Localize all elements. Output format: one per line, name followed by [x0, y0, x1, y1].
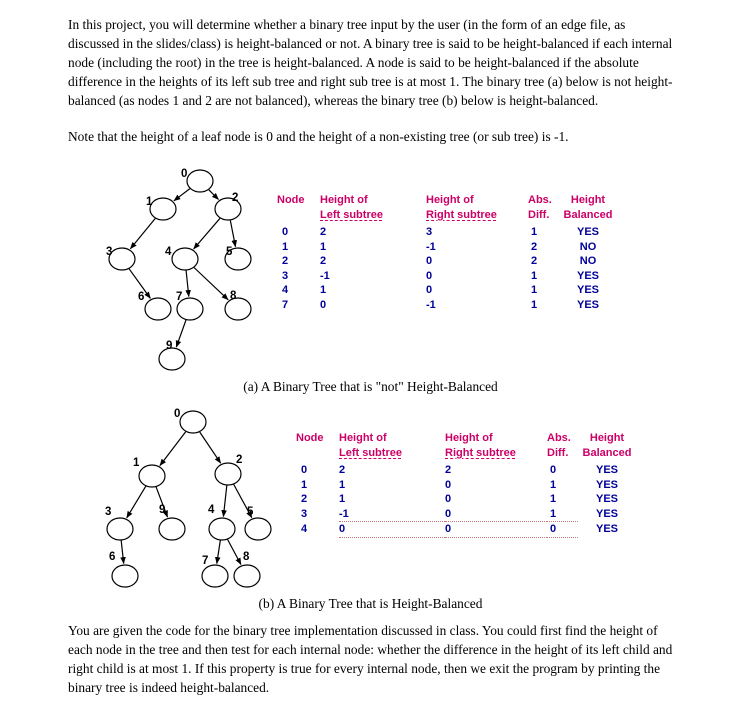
tree-node-3 — [109, 248, 135, 270]
table-cell: 1 — [320, 284, 327, 297]
table-cell: 3 — [282, 269, 289, 282]
tree-node-label-0: 0 — [174, 408, 181, 421]
tree-node-3 — [107, 518, 133, 540]
table-cell: -1 — [426, 298, 436, 311]
table-cell: 0 — [426, 255, 433, 268]
table-cell: YES — [576, 298, 599, 311]
table-cell: 1 — [550, 493, 557, 506]
column-header: Node — [296, 432, 324, 445]
table-cell: 1 — [339, 478, 346, 491]
table-cell: 2 — [531, 240, 538, 253]
table-cell: 1 — [550, 478, 557, 491]
tree-edge-0-2 — [200, 432, 221, 463]
table-cell: 0 — [445, 507, 547, 523]
tree-node-label-8: 8 — [230, 290, 237, 303]
table-cell: 2 — [282, 255, 289, 268]
table-cell: -1 — [339, 507, 445, 523]
table-cell: 0 — [445, 493, 452, 506]
tree-node-4 — [209, 518, 235, 540]
table-cell: YES — [595, 523, 618, 536]
figure-a — [68, 163, 673, 395]
column-header: Node — [277, 194, 305, 207]
table-cell: 0 — [445, 478, 452, 491]
table-cell: 1 — [531, 284, 538, 297]
table-cell: 1 — [339, 493, 346, 506]
tree-edge-1-3 — [130, 219, 155, 249]
tree-node-label-4: 4 — [208, 504, 215, 517]
column-header: Abs. Diff. — [547, 432, 571, 459]
table-cell: 3 — [426, 226, 433, 239]
intro-paragraph: In this project, you will determine whether a binary tree input by the user (in the form of an edge file, as discussed in the slides/class) is height-balanced or not. A binary tree is said to be height-balanced if each internal node (including the root) in the tree is height-balanced. A node is said to be height-balanced if the absolute difference in the heights of its left sub tree and right sub tree is at most 1. The binary tree (a) below is not height-balanced (as nodes 1 and 2 are not balanced), whereas the binary tree (b) below is height-balanced. — [68, 17, 673, 109]
note-paragraph: Note that the height of a leaf node is 0 and the height of a non-existing tree (or sub tree) is -1. — [68, 129, 569, 145]
tree-edge-4-8 — [194, 268, 228, 300]
column-header: Abs. Diff. — [528, 194, 552, 221]
tree-node-label-7: 7 — [176, 291, 183, 304]
tree-edge-1-3 — [127, 486, 146, 518]
table-cell: 0 — [426, 269, 433, 282]
table-cell: 2 — [301, 493, 308, 506]
table-cell: -1 — [426, 240, 436, 253]
tree-node-0 — [180, 411, 206, 433]
tree-node-label-6: 6 — [138, 291, 145, 304]
tree-edge-2-4 — [194, 218, 220, 249]
tree-node-label-8: 8 — [243, 551, 250, 564]
tree-node-1 — [139, 465, 165, 487]
tree-edge-4-7 — [186, 271, 189, 297]
table-cell: 0 — [301, 464, 308, 477]
binary-tree-b-diagram — [95, 404, 280, 591]
table-cell: YES — [576, 284, 599, 297]
balance-table-b — [296, 431, 636, 538]
table-cell: 0 — [547, 522, 578, 538]
tree-node-label-2: 2 — [236, 454, 243, 467]
tree-node-7 — [202, 565, 228, 587]
column-header: Height of Left subtree — [339, 432, 402, 459]
column-header: Height Balanced — [563, 194, 613, 221]
tree-edge-4-7 — [217, 541, 221, 564]
column-header: Height of Right subtree — [426, 194, 497, 221]
table-cell: 0 — [339, 522, 445, 538]
tree-node-label-9: 9 — [166, 340, 173, 353]
table-cell: 1 — [301, 478, 308, 491]
table-cell: YES — [576, 269, 599, 282]
tree-node-8 — [225, 298, 251, 320]
column-header: Height of Right subtree — [445, 432, 516, 459]
table-cell: NO — [579, 240, 597, 253]
binary-tree-a-diagram — [95, 163, 267, 374]
table-cell: -1 — [320, 269, 330, 282]
column-header: Height of Left subtree — [320, 194, 383, 221]
tree-node-8 — [234, 565, 260, 587]
tree-node-label-7: 7 — [202, 555, 209, 568]
tree-edge-7-9 — [176, 320, 186, 347]
tree-edge-0-1 — [160, 432, 186, 466]
tree-edge-2-5 — [230, 220, 235, 246]
table-cell: YES — [595, 464, 618, 477]
table-cell: 3 — [301, 507, 308, 520]
tree-edge-3-6 — [121, 541, 124, 564]
table-cell: 1 — [547, 507, 578, 523]
figure-b-caption: (b) A Binary Tree that is Height-Balanced — [258, 596, 483, 612]
table-cell: YES — [595, 507, 618, 520]
balance-table-a — [277, 193, 617, 312]
table-cell: 2 — [320, 255, 327, 268]
tree-node-1 — [150, 198, 176, 220]
tree-edge-4-8 — [228, 540, 241, 565]
table-cell: 0 — [282, 226, 289, 239]
table-cell: 0 — [550, 464, 557, 477]
tree-node-4 — [172, 248, 198, 270]
figure-a-caption: (a) A Binary Tree that is "not" Height-Balanced — [243, 379, 498, 395]
figure-a-content — [68, 163, 673, 374]
column-header: Height Balanced — [582, 432, 632, 459]
tree-node-label-5: 5 — [226, 246, 233, 259]
tree-node-2 — [215, 463, 241, 485]
table-cell: 4 — [301, 523, 308, 536]
table-cell: 1 — [531, 269, 538, 282]
table-cell: 0 — [426, 284, 433, 297]
table-cell: YES — [595, 478, 618, 491]
table-cell: 0 — [320, 298, 327, 311]
tree-node-label-1: 1 — [146, 196, 153, 209]
table-cell: 1 — [282, 240, 289, 253]
tree-node-label-0: 0 — [181, 168, 188, 181]
tree-node-label-9: 9 — [159, 504, 166, 517]
figure-b — [68, 404, 673, 612]
table-cell: 2 — [339, 464, 346, 477]
tree-node-6 — [112, 565, 138, 587]
table-cell: NO — [579, 255, 597, 268]
tree-node-9 — [159, 518, 185, 540]
figure-b-content — [68, 404, 673, 591]
tree-node-label-4: 4 — [165, 246, 172, 259]
table-cell: 7 — [282, 298, 289, 311]
table-cell: 2 — [445, 464, 452, 477]
tree-node-label-1: 1 — [133, 457, 140, 470]
table-cell: 1 — [320, 240, 327, 253]
tree-node-label-3: 3 — [106, 246, 113, 259]
table-cell: YES — [595, 493, 618, 506]
tree-node-label-5: 5 — [247, 506, 254, 519]
tree-node-6 — [145, 298, 171, 320]
tree-node-label-3: 3 — [105, 506, 112, 519]
table-cell: 0 — [445, 522, 547, 538]
table-cell: 1 — [531, 298, 538, 311]
table-cell: 4 — [282, 284, 289, 297]
tree-node-label-6: 6 — [109, 551, 116, 564]
tree-edge-0-1 — [174, 189, 190, 201]
table-cell: YES — [576, 226, 599, 239]
closing-paragraph: You are given the code for the binary tree implementation discussed in class. You could first find the height of each node in the tree and then test for each internal node: whether the difference in the height of its left child and right child is at most 1. If this property is true for every internal node, then we exit the program by printing the binary tree is indeed height-balanced. — [68, 623, 673, 696]
table-cell: 1 — [531, 226, 538, 239]
table-cell: 2 — [531, 255, 538, 268]
tree-node-0 — [187, 170, 213, 192]
tree-edge-0-2 — [209, 190, 219, 200]
tree-edge-2-4 — [223, 486, 226, 517]
tree-node-label-2: 2 — [232, 192, 239, 205]
table-cell: 2 — [320, 226, 327, 239]
tree-node-5 — [245, 518, 271, 540]
